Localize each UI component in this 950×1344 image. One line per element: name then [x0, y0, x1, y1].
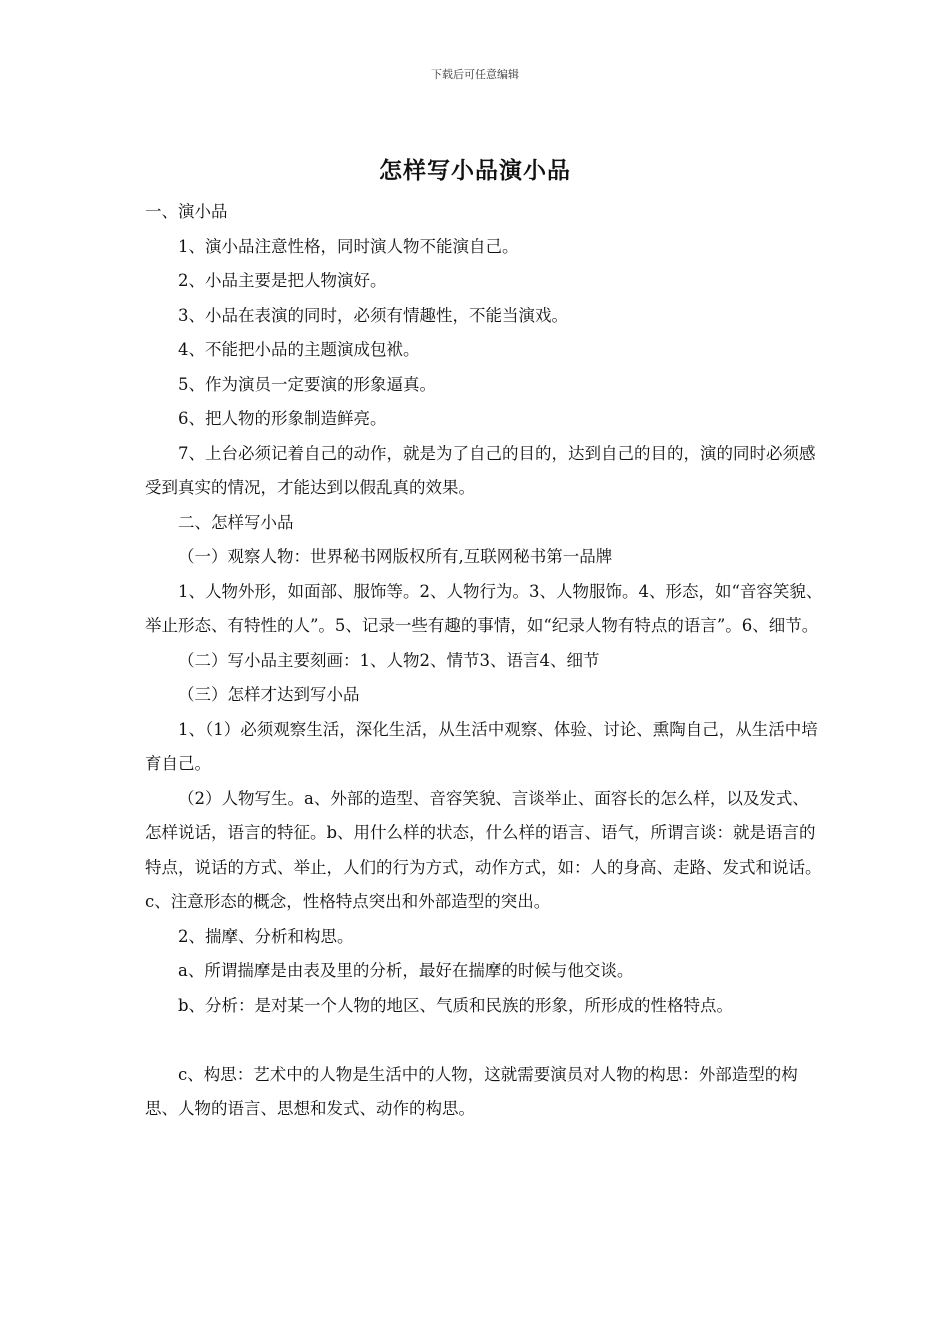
paragraph: 2、揣摩、分析和构思。 — [178, 926, 354, 946]
paragraph: c、构思：艺术中的人物是生活中的人物，这就需要演员对人物的构思：外部造型的构思、人物的语言、思想和发式、动作的构思。 — [145, 1064, 798, 1118]
paragraph: 7、上台必须记着自己的动作，就是为了自己的目的，达到自己的目的，演的同时必须感受到真实的情况，才能达到以假乱真的效果。 — [145, 443, 816, 497]
subsection-heading: （三）怎样才达到写小品 — [178, 685, 360, 704]
document-body — [145, 195, 825, 1127]
paragraph: 6、把人物的形象制造鲜亮。 — [178, 409, 387, 428]
subsection-heading: （一）观察人物：世界秘书网版权所有,互联网秘书第一品牌 — [178, 547, 613, 566]
page-header: 下载后可任意编辑 — [431, 68, 519, 81]
paragraph: 1、演小品注意性格，同时演人物不能演自己。 — [178, 236, 519, 256]
section-heading-1: 一、演小品 — [145, 202, 228, 221]
paragraph: 5、作为演员一定要演的形象逼真。 — [178, 374, 436, 394]
paragraph: 1、人物外形，如面部、服饰等。2、人物行为。3、人物服饰。4、形态，如“音容笑貌、举止形态、有特性的人”。5、记录一些有趣的事情，如“纪录人物有特点的语言”。6、细节。 — [145, 581, 823, 635]
paragraph: 2、小品主要是把人物演好。 — [178, 271, 387, 290]
paragraph: b、分析：是对某一个人物的地区、气质和民族的形象，所形成的性格特点。 — [178, 995, 734, 1015]
blank-line — [145, 1023, 825, 1058]
subsection-heading: （二）写小品主要刻画：1、人物2、情节3、语言4、细节 — [178, 650, 600, 670]
paragraph: a、所谓揣摩是由表及里的分析，最好在揣摩的时候与他交谈。 — [178, 961, 634, 980]
paragraph: 4、不能把小品的主题演成包袱。 — [178, 340, 420, 359]
section-heading-2: 二、怎样写小品 — [178, 512, 294, 532]
paragraph: 1、（1）必须观察生活，深化生活，从生活中观察、体验、讨论、熏陶自己，从生活中培育自己。 — [145, 719, 818, 773]
paragraph: 3、小品在表演的同时，必须有情趣性，不能当演戏。 — [178, 305, 568, 325]
paragraph: （2）人物写生。a、外部的造型、音容笑貌、言谈举止、面容长的怎么样，以及发式、怎样说话，语言的特征。b、用什么样的状态，什么样的语言、语气，所谓言谈：就是语言的特点，说话的方式、举止，人们的行为方式，动作方式，如：人的身高、走路、发式和说话。c、注意形态的概念，性格特点突出和外部造型的突出。 — [145, 788, 822, 911]
document-title: 怎样写小品演小品 — [379, 157, 571, 184]
